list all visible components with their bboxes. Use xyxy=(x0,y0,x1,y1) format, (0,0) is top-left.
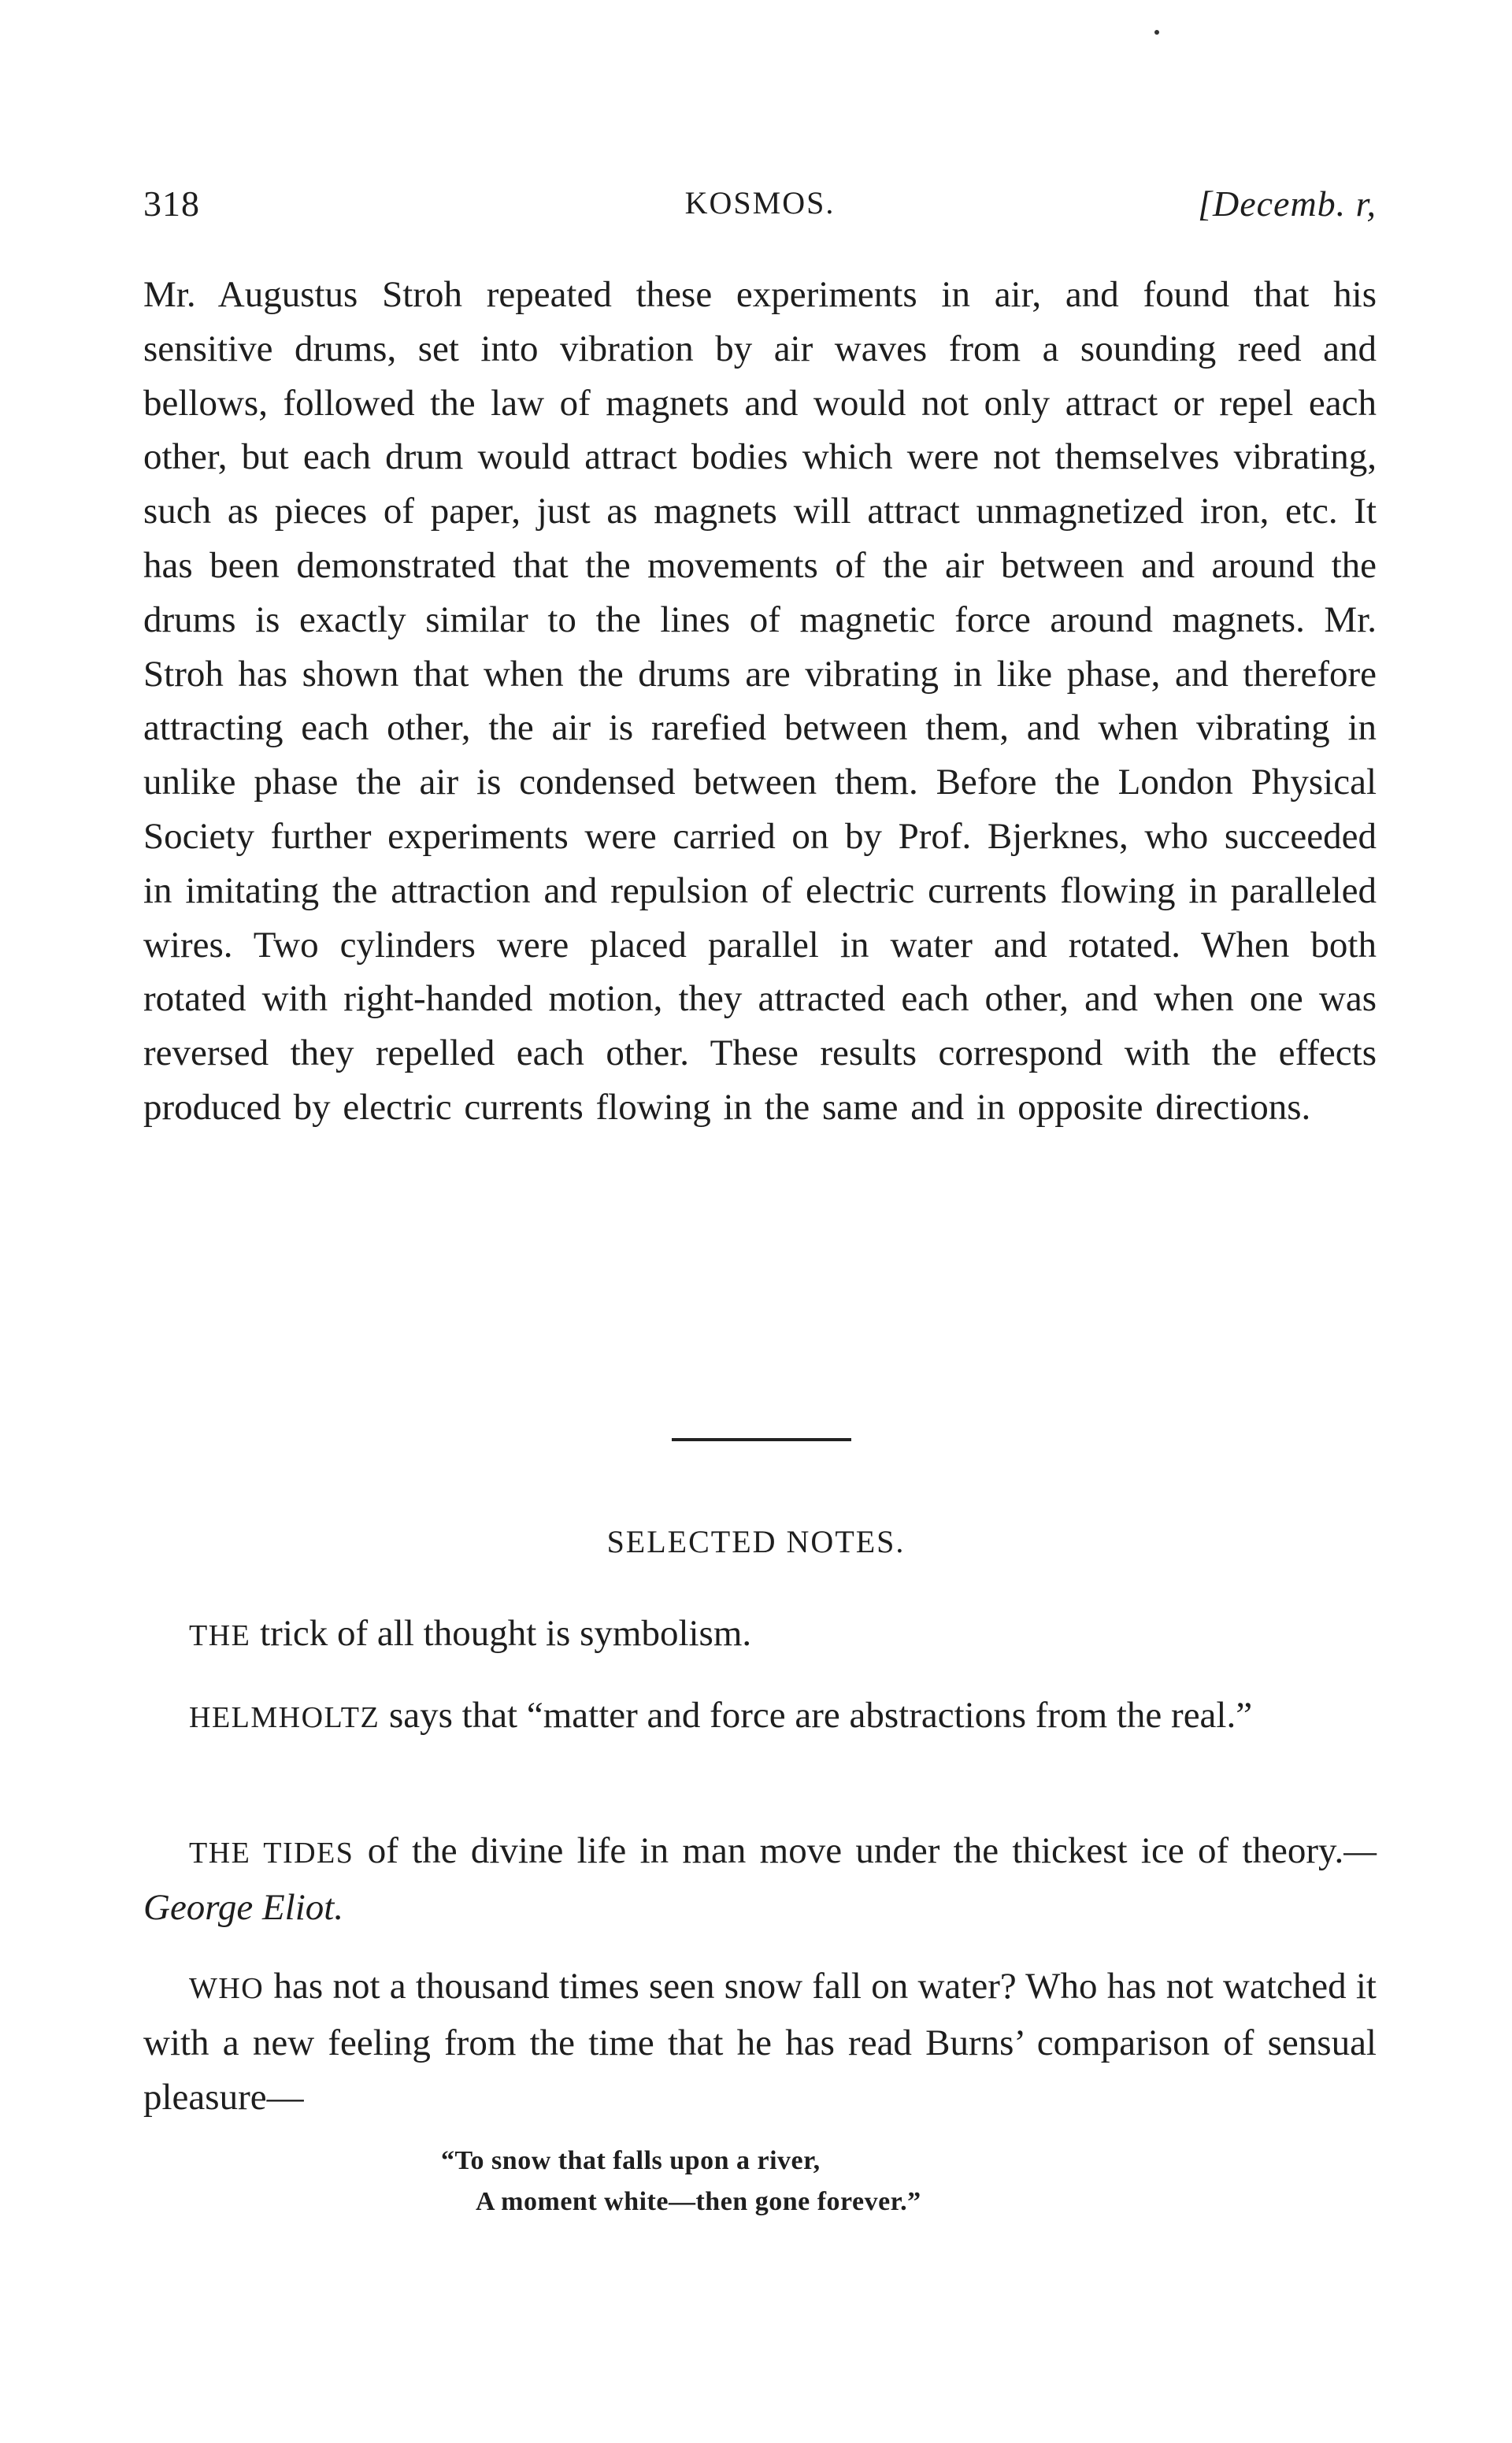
note-text: trick of all thought is symbolism. xyxy=(250,1613,752,1654)
quote-line-1: “To snow that falls upon a river, xyxy=(441,2146,821,2175)
note-symbolism xyxy=(143,1607,1377,1663)
main-paragraph: Mr. Augustus Stroh repeated these experiments in air, and found that his sensitive drums, set into vibration by air waves from a sounding reed and bellows, followed the law of magnets and would not only attract or repel each other, but each drum would attract bodies which were not themselves vibrating, such as pieces of paper, just as magnets will attract unmagnetized iron, etc. It has been demonstrated that the movements of the air between and around the drums is exactly similar to the lines of magnetic force around magnets. Mr. Stroh has shown that when the drums are vibrating in like phase, and therefore attracting each other, the air is rarefied between them, and when vibrating in unlike phase the air is condensed between them. Before the London Physical Society further experiments were carried on by Prof. Bjerknes, who succeeded in imitating the attraction and repulsion of electric currents flowing in paralleled wires. Two cylinders were placed parallel in water and rotated. When both rotated with right-handed motion, they attracted each other, and when one was reversed they repelled each other. These results correspond with the effects produced by electric currents flowing in the same and in opposite directions. xyxy=(143,274,1377,1128)
note-lead: THE xyxy=(189,1619,251,1652)
note-helmholtz xyxy=(143,1689,1377,1745)
section-heading: SELECTED NOTES. xyxy=(606,1524,906,1559)
issue-date: [Decemb. r, xyxy=(1198,184,1377,224)
ink-speck xyxy=(1154,30,1159,35)
burns-quote xyxy=(441,2141,1150,2222)
note-lead: HELMHOLTZ xyxy=(189,1701,380,1734)
note-tides xyxy=(143,1824,1377,1935)
note-snow xyxy=(143,1959,1377,2124)
journal-title: KOSMOS. xyxy=(684,185,836,221)
note-text: has not a thousand times seen snow fall on water? Who has not watched it with a new feeling from the time that he has read Burns’ comparison of sensual pleasure— xyxy=(143,1966,1377,2118)
page-number: 318 xyxy=(143,184,200,224)
quote-line-2: A moment white—then gone forever.” xyxy=(476,2187,921,2216)
note-text: says that “matter and force are abstractions from the real.” xyxy=(380,1695,1253,1736)
running-head xyxy=(143,183,1377,238)
section-divider xyxy=(672,1438,851,1441)
note-attribution: —George Eliot. xyxy=(143,1830,1377,1928)
note-lead: THE TIDES xyxy=(189,1837,354,1870)
note-text: of the divine life in man move under the thickest ice of theory. xyxy=(354,1830,1344,1871)
note-lead: WHO xyxy=(189,1972,265,2005)
